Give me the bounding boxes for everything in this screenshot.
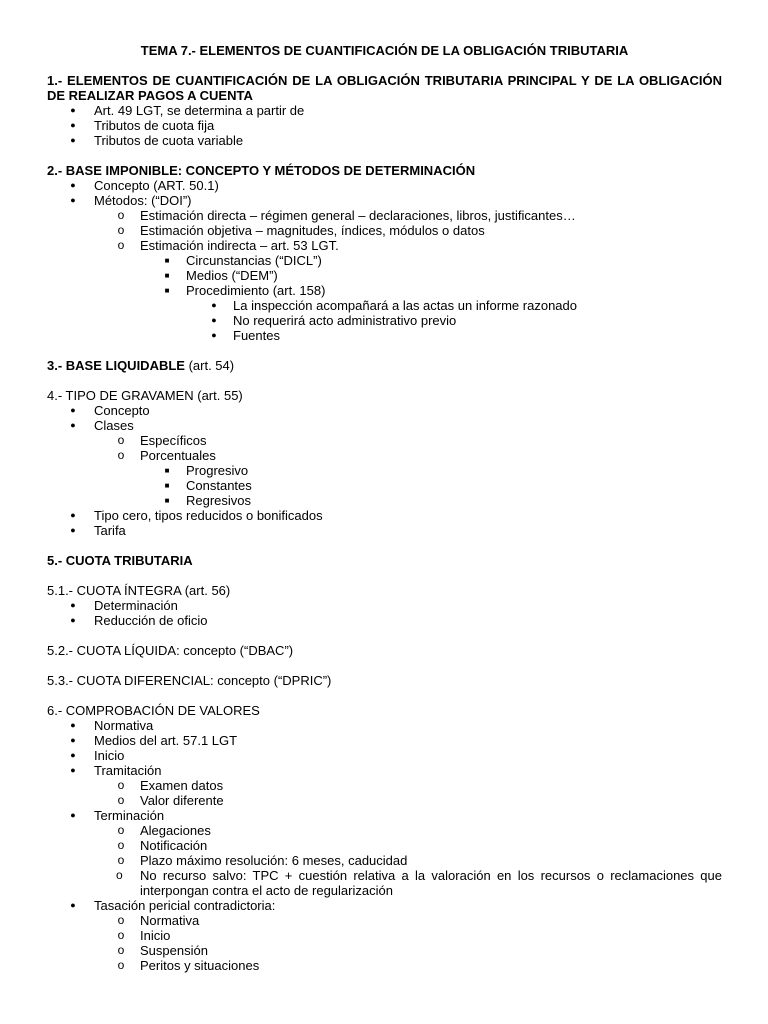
section-1 [47, 73, 722, 148]
list-item [47, 613, 722, 628]
bullet-circle-icon: o [117, 238, 125, 252]
list-item [47, 928, 722, 943]
list-item-text: Medios del art. 57.1 LGT [94, 733, 238, 748]
list-item-text: Circunstancias (“DICL”) [186, 253, 322, 268]
section-6 [47, 583, 722, 628]
bullet-circle-icon: o [117, 778, 125, 792]
bullet-disc-icon: ● [70, 765, 76, 775]
list-item-text: Suspensión [140, 943, 208, 958]
section-5 [47, 553, 722, 568]
bullet-square-icon: ■ [164, 256, 170, 265]
section-7 [47, 643, 722, 658]
list-item-text: Notificación [140, 838, 208, 853]
list-item [47, 808, 722, 823]
bullet-disc-icon: ● [70, 735, 76, 745]
list-item [47, 898, 722, 913]
bullet-disc-icon: ● [70, 510, 76, 520]
list-item-text: Constantes [186, 478, 252, 493]
bullet-circle-icon: o [117, 793, 125, 807]
list-item [47, 103, 722, 118]
bullet-disc-icon: ● [211, 330, 217, 340]
section-heading-text: 5.1.- CUOTA ÍNTEGRA (art. 56) [47, 583, 231, 598]
list-item-text: Terminación [94, 808, 165, 823]
list-item [47, 823, 722, 838]
list-item [47, 733, 722, 748]
list-item-text: Clases [94, 418, 134, 433]
bullet-disc-icon: ● [70, 120, 76, 130]
list-item [47, 208, 722, 223]
list-item [47, 448, 722, 463]
section-heading [47, 673, 722, 688]
list-item [47, 763, 722, 778]
list-item [47, 463, 722, 478]
list-item-text: Procedimiento (art. 158) [186, 283, 326, 298]
bullet-square-icon: ■ [164, 466, 170, 475]
list-item-text: Tarifa [94, 523, 126, 538]
list-item [47, 853, 722, 868]
list-item-text: Normativa [140, 913, 200, 928]
bullet-circle-icon: o [117, 853, 125, 867]
list-item-text: Normativa [94, 718, 154, 733]
bullet-circle-icon: o [116, 868, 123, 882]
bullet-circle-icon: o [117, 928, 125, 942]
section-heading [47, 553, 722, 568]
list-item-text: Métodos: (“DOI”) [94, 193, 192, 208]
list-item [47, 193, 722, 208]
section-heading [47, 388, 722, 403]
list-item [47, 433, 722, 448]
bullet-square-icon: ■ [164, 496, 170, 505]
bullet-circle-icon: o [117, 913, 125, 927]
list-item [47, 523, 722, 538]
list-item [47, 238, 722, 253]
list-item-text: Tributos de cuota fija [94, 118, 215, 133]
section-heading-text: 5.2.- CUOTA LÍQUIDA: concepto (“DBAC”) [47, 643, 294, 658]
list-item [47, 268, 722, 283]
list-item-text: Porcentuales [140, 448, 216, 463]
bullet-circle-icon: o [117, 208, 125, 222]
section-heading [47, 73, 722, 103]
document-body [47, 73, 722, 973]
section-heading-bold: 2.- BASE IMPONIBLE: CONCEPTO Y MÉTODOS DE DETERMINACIÓN [47, 163, 476, 178]
list-item [47, 478, 722, 493]
list-item [47, 223, 722, 238]
list-item-text: Plazo máximo resolución: 6 meses, caducidad [140, 853, 408, 868]
list-item [47, 943, 722, 958]
section-heading-text: 6.- COMPROBACIÓN DE VALORES [47, 703, 260, 718]
bullet-disc-icon: ● [70, 615, 76, 625]
section-heading [47, 583, 722, 598]
section-heading-bold: 3.- BASE LIQUIDABLE [47, 358, 185, 373]
list-item [47, 718, 722, 733]
bullet-disc-icon: ● [211, 300, 217, 310]
section-heading [47, 358, 722, 373]
bullet-square-icon: ■ [164, 481, 170, 490]
section-9 [47, 703, 722, 973]
bullet-circle-icon: o [117, 433, 125, 447]
list-item [47, 133, 722, 148]
bullet-disc-icon: ● [70, 135, 76, 145]
list-item-text: Estimación directa – régimen general – declaraciones, libros, justificantes… [140, 208, 576, 223]
list-item-text: Determinación [94, 598, 178, 613]
list-item-text: Tipo cero, tipos reducidos o bonificados [94, 508, 323, 523]
list-item-text: Estimación objetiva – magnitudes, índices, módulos o datos [140, 223, 485, 238]
bullet-disc-icon: ● [70, 600, 76, 610]
bullet-disc-icon: ● [70, 180, 76, 190]
document-title: TEMA 7.- ELEMENTOS DE CUANTIFICACIÓN DE LA OBLIGACIÓN TRIBUTARIA [140, 43, 629, 58]
section-heading [47, 643, 722, 658]
list-item-text: Reducción de oficio [94, 613, 208, 628]
list-item [47, 283, 722, 298]
list-item [47, 868, 722, 898]
list-item-text: No requerirá acto administrativo previo [233, 313, 457, 328]
bullet-circle-icon: o [117, 448, 125, 462]
list-item-text: Inicio [94, 748, 125, 763]
list-item [47, 118, 722, 133]
section-heading [47, 163, 722, 178]
section-4 [47, 388, 722, 538]
list-item-text: No recurso salvo: TPC + cuestión relativa a la valoración en los recursos o reclamaciones que interpongan contra el acto de regularización [140, 868, 722, 898]
list-item [47, 328, 722, 343]
bullet-disc-icon: ● [70, 750, 76, 760]
bullet-square-icon: ■ [164, 286, 170, 295]
section-heading [47, 703, 722, 718]
list-item-text: Concepto [94, 403, 150, 418]
section-2 [47, 163, 722, 343]
list-item [47, 178, 722, 193]
section-heading-text: 4.- TIPO DE GRAVAMEN (art. 55) [47, 388, 243, 403]
list-item-text: Concepto (ART. 50.1) [94, 178, 219, 193]
bullet-circle-icon: o [117, 838, 125, 852]
list-item [47, 508, 722, 523]
list-item-text: Estimación indirecta – art. 53 LGT. [140, 238, 339, 253]
bullet-circle-icon: o [117, 223, 125, 237]
bullet-disc-icon: ● [70, 105, 76, 115]
section-heading-bold: 1.- ELEMENTOS DE CUANTIFICACIÓN DE LA OBLIGACIÓN TRIBUTARIA PRINCIPAL Y DE LA OBLIGACIÓN DE REALIZAR PAGOS A CUENTA [47, 73, 722, 103]
list-item [47, 598, 722, 613]
list-item [47, 838, 722, 853]
list-item [47, 748, 722, 763]
list-item-text: Tasación pericial contradictoria: [94, 898, 276, 913]
list-item-text: Valor diferente [140, 793, 224, 808]
list-item-text: Tributos de cuota variable [94, 133, 244, 148]
list-item [47, 403, 722, 418]
list-item-text: Progresivo [186, 463, 249, 478]
bullet-circle-icon: o [117, 823, 125, 837]
list-item-text: Fuentes [233, 328, 280, 343]
list-item-text: Específicos [140, 433, 207, 448]
list-item-text: Art. 49 LGT, se determina a partir de [94, 103, 305, 118]
bullet-disc-icon: ● [70, 810, 76, 820]
list-item-text: Regresivos [186, 493, 252, 508]
list-item [47, 253, 722, 268]
list-item [47, 418, 722, 433]
list-item-text: Tramitación [94, 763, 162, 778]
list-item [47, 298, 722, 313]
list-item [47, 778, 722, 793]
bullet-square-icon: ■ [164, 271, 170, 280]
bullet-circle-icon: o [117, 943, 125, 957]
bullet-disc-icon: ● [70, 900, 76, 910]
list-item [47, 793, 722, 808]
section-heading-text: 5.3.- CUOTA DIFERENCIAL: concepto (“DPRIC”) [47, 673, 332, 688]
section-8 [47, 673, 722, 688]
bullet-disc-icon: ● [70, 195, 76, 205]
list-item-text: Inicio [140, 928, 171, 943]
list-item-text: Medios (“DEM”) [186, 268, 278, 283]
list-item-text: Peritos y situaciones [140, 958, 260, 973]
list-item [47, 493, 722, 508]
list-item-text: Alegaciones [140, 823, 211, 838]
list-item-text: Examen datos [140, 778, 224, 793]
bullet-disc-icon: ● [70, 420, 76, 430]
bullet-disc-icon: ● [70, 720, 76, 730]
bullet-circle-icon: o [117, 958, 125, 972]
list-item [47, 313, 722, 328]
bullet-disc-icon: ● [70, 405, 76, 415]
list-item [47, 913, 722, 928]
section-3 [47, 358, 722, 373]
list-item-text: La inspección acompañará a las actas un informe razonado [233, 298, 577, 313]
section-heading-text: (art. 54) [184, 358, 235, 373]
bullet-disc-icon: ● [70, 525, 76, 535]
list-item [47, 958, 722, 973]
bullet-disc-icon: ● [211, 315, 217, 325]
section-heading-bold: 5.- CUOTA TRIBUTARIA [47, 553, 193, 568]
